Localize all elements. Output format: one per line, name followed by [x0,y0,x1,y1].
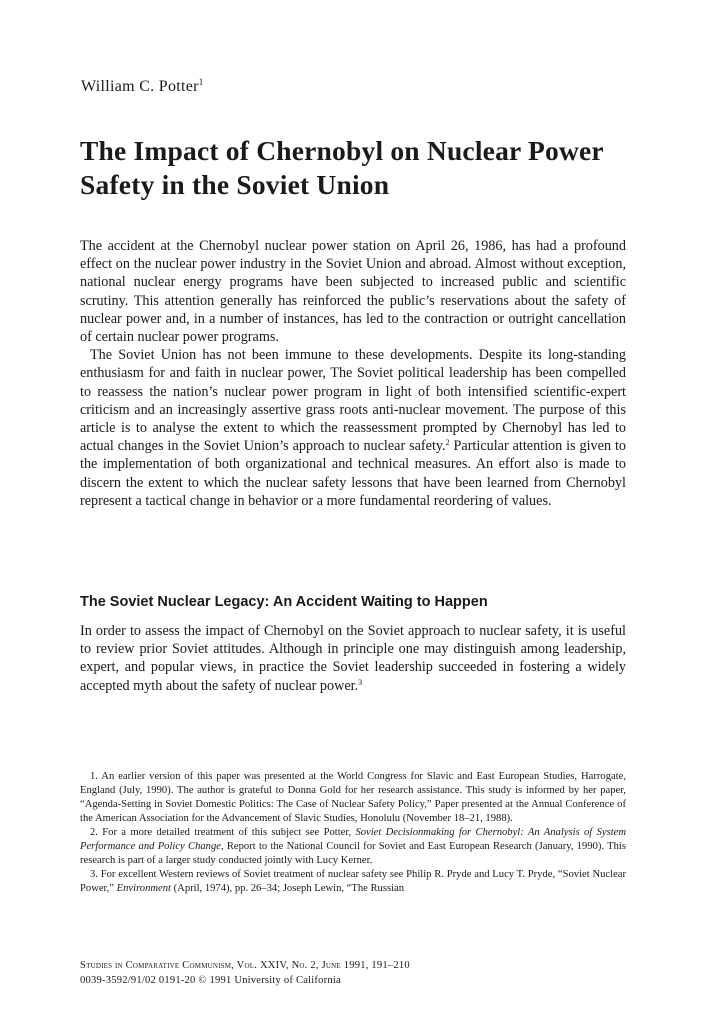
footnote-3 [80,868,626,896]
footnote-mark-3: 3 [358,677,363,687]
footnote-3-part-b: (April, 1974), pp. 26–34; Joseph Lewin, “The Russian [171,883,405,894]
journal-citation: Studies in Comparative Communism, Vol. XXIV, No. 2, June 1991, 191–210 [80,960,410,971]
footnote-3-part-a: 3. For excellent Western reviews of Soviet treatment of nuclear safety see Philip R. Pryde and Lucy T. Pryde, “Soviet Nuclear Power,” [80,869,626,894]
footnote-3-journal: Environment [116,883,171,894]
author-footnote-mark: 1 [198,77,204,87]
article-title: The Impact of Chernobyl on Nuclear Power Safety in the Soviet Union [80,135,604,200]
intro-paragraph-2-part-b: Particular attention is given to the implementation of both organizational and technical measures. An effort also is made to discern the extent to which the nuclear safety lessons that have been learned from Chernobyl represent a tactical change in behavior or a more fundamental reordering of values. [80,438,626,509]
section-paragraph-1-text: In order to assess the impact of Chernobyl on the Soviet approach to nuclear safety, it is useful to review prior Soviet attitudes. Although in principle one may distinguish among leadership, expert, and popular views, in practice the Soviet leadership succeeded in fostering a widely accepted myth about the safety of nuclear power. [80,623,626,694]
footnote-1: 1. An earlier version of this paper was presented at the World Congress for Slavic and East European Studies, Harrogate, England (July, 1990). The author is grateful to Donna Gold for her research assistance. This study is informed by her paper, “Agenda-Setting in Soviet Domestic Politics: The Case of Nuclear Safety Policy,” Paper presented at the Annual Conference of the American Association for the Advancement of Slavic Studies, Honolulu (November 18–21, 1988). [80,771,626,824]
section-heading: The Soviet Nuclear Legacy: An Accident Waiting to Happen [80,594,488,610]
footnote-mark-2: 2 [445,438,450,448]
footnote-2-title: Soviet Decisionmaking for Chernobyl: An Analysis of System Performance and Policy Change [80,827,626,852]
intro-paragraph-2-part-a: The Soviet Union has not been immune to these developments. Despite its long-standing enthusiasm for and faith in nuclear power, The Soviet political leadership has been compelled to reassess the nation’s nuclear power program in light of both intensified scientific-expert criticism and an increasingly assertive grass roots anti-nuclear movement. The purpose of this article is to analyse the extent to which the reassessment prompted by Chernobyl has led to actual changes in the Soviet Union’s approach to nuclear safety. [80,347,626,455]
copyright-line: 0039-3592/91/02 0191-20 © 1991 University of California [80,974,341,986]
section-paragraph-1 [80,622,626,695]
author-name: William C. Potter [81,78,199,95]
intro-text [80,237,626,510]
journal-info [80,959,640,988]
intro-paragraph-1: The accident at the Chernobyl nuclear power station on April 26, 1986, has had a profound effect on the nuclear power industry in the Soviet Union and abroad. Almost without exception, national nuclear energy programs have been subjected to increased public and scientific scrutiny. This attention generally has reinforced the public’s reservations about the safety of nuclear power and, in a number of instances, has led to the contraction or outright cancellation of certain nuclear power programs. [80,238,626,346]
footnote-2-part-a: 2. For a more detailed treatment of this subject see Potter, [90,827,356,838]
intro-paragraph-2 [80,346,626,510]
footnote-2 [80,826,626,868]
footnote-2-part-b: , Report to the National Council for Soviet and East European Research (January, 1990). This research is part of a larger study conducted jointly with Lucy Kerner. [80,841,626,866]
section-text [80,622,626,695]
author-line [81,77,204,96]
footnotes [80,770,626,896]
